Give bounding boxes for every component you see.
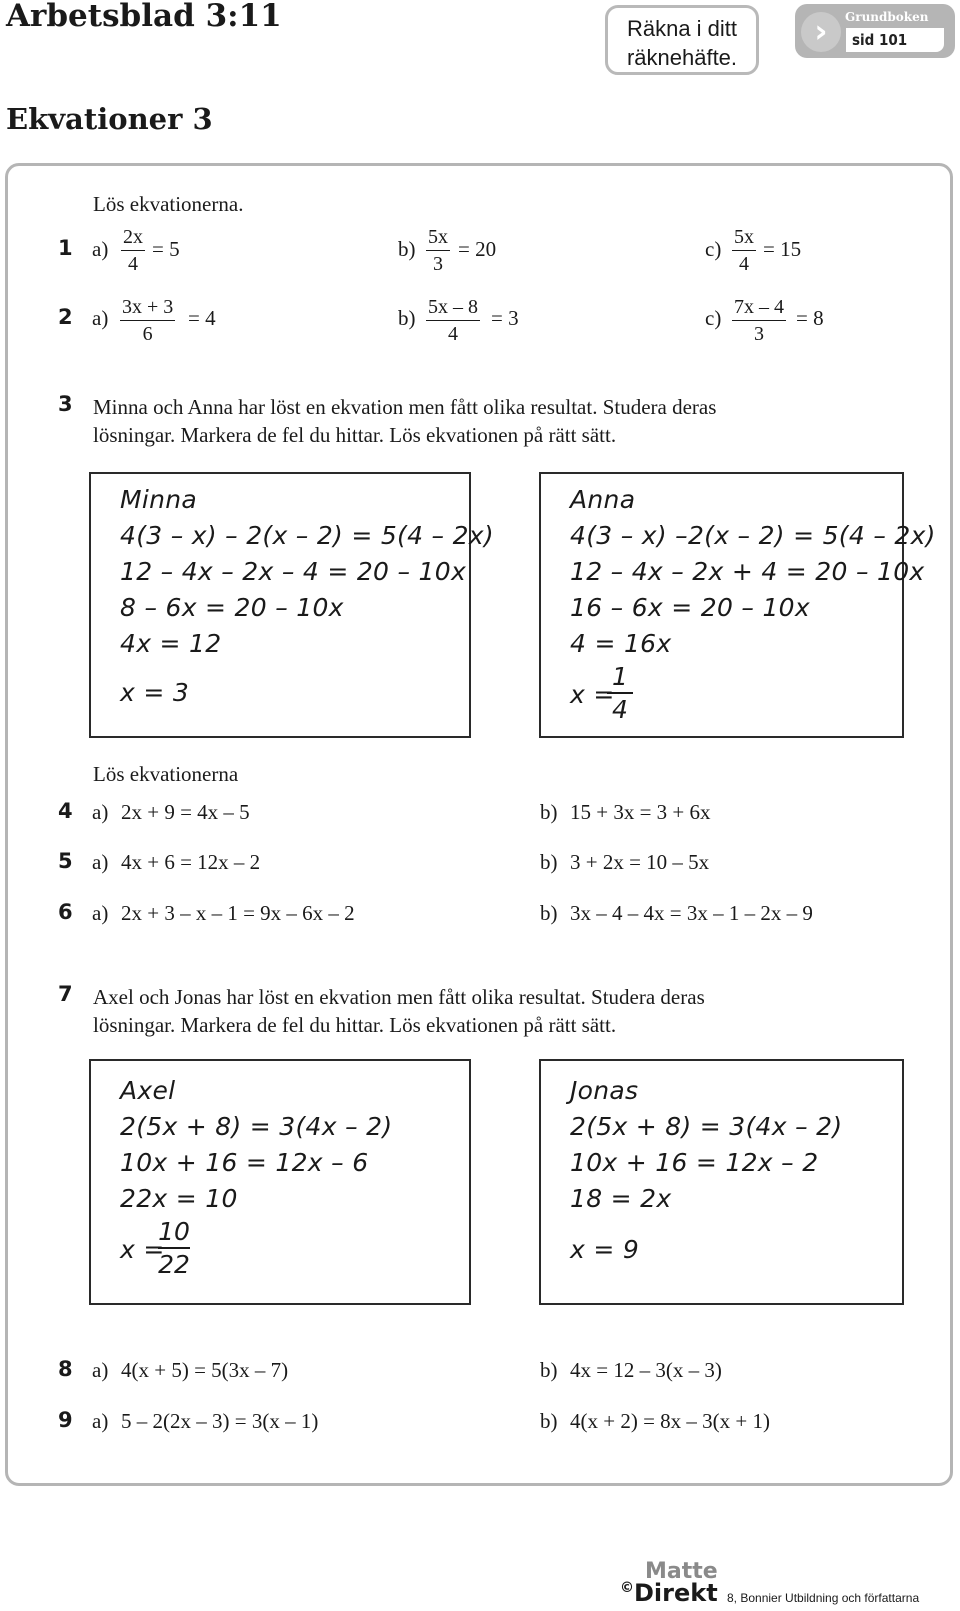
item-label: c) (705, 306, 722, 330)
solution-line: 12 – 4x – 2x – 4 = 20 – 10x (120, 557, 467, 586)
solution-line: 4x = 12 (120, 629, 222, 658)
equation-rhs: = 20 (458, 237, 497, 261)
numerator: 2x (123, 226, 143, 248)
chevron-right-icon: › (801, 12, 841, 52)
item-label: b) (540, 800, 558, 824)
item-label: b) (540, 850, 558, 874)
equation: 4(x + 2) = 8x – 3(x + 1) (570, 1409, 771, 1433)
calc-note-line2: räknehäfte. (626, 45, 738, 70)
solution-line: 12 – 4x – 2x + 4 = 20 – 10x (570, 557, 925, 586)
solver-name: Axel (120, 1076, 176, 1105)
numerator: 10 (158, 1217, 190, 1246)
question-number: 6 (58, 900, 73, 924)
calc-note-box (605, 5, 759, 75)
question-number: 1 (58, 236, 73, 260)
solution-line: x = 9 (570, 1235, 640, 1264)
calc-note-line1: Räkna i ditt (626, 16, 738, 41)
solution-line: 22x = 10 (120, 1184, 238, 1213)
question-number: 4 (58, 799, 73, 823)
numerator: 1 (612, 662, 628, 691)
fraction (607, 662, 633, 726)
equation: 2x + 3 – x – 1 = 9x – 6x – 2 (121, 901, 355, 925)
solver-name: Anna (570, 485, 636, 514)
item-label: a) (92, 237, 109, 261)
question-number: 3 (58, 392, 73, 416)
numerator: 5x (734, 226, 754, 248)
denominator: 4 (426, 320, 480, 347)
solution-line: 18 = 2x (570, 1184, 672, 1213)
question-number: 5 (58, 849, 73, 873)
instruction-text: Lös ekvationerna (93, 762, 239, 786)
denominator: 22 (158, 1247, 190, 1281)
question-number: 7 (58, 982, 73, 1006)
equation: 5 – 2(2x – 3) = 3(x – 1) (121, 1409, 319, 1433)
item-label: b) (540, 901, 558, 925)
worksheet-subtitle: Ekvationer 3 (6, 102, 213, 136)
numerator: 3x + 3 (122, 296, 174, 318)
solution-line: 4(3 – x) – 2(x – 2) = 5(4 – 2x) (120, 521, 494, 550)
solution-line: x = (120, 1235, 165, 1264)
denominator: 4 (607, 692, 633, 726)
equation: 3 + 2x = 10 – 5x (570, 850, 710, 874)
fraction (426, 294, 480, 347)
denominator: 4 (732, 250, 756, 277)
fraction (121, 224, 145, 277)
item-label: a) (92, 800, 109, 824)
reference-page: sid 101 (846, 28, 944, 52)
question-text: Minna och Anna har löst en ekvation men fått olika resultat. Studera deras (93, 395, 717, 419)
solution-line: x = 3 (120, 678, 190, 707)
item-label: b) (398, 237, 416, 261)
equation: 4x + 6 = 12x – 2 (121, 850, 261, 874)
numerator: 5x – 8 (428, 296, 478, 318)
item-label: a) (92, 850, 109, 874)
item-label: b) (540, 1358, 558, 1382)
fraction (732, 224, 756, 277)
footer-text: 8, Bonnier Utbildning och författarna (727, 1591, 920, 1605)
question-text: Axel och Jonas har löst en ekvation men fått olika resultat. Studera deras (93, 985, 705, 1009)
solution-line: x = (570, 680, 615, 709)
item-label: c) (705, 237, 722, 261)
item-label: b) (540, 1409, 558, 1433)
logo-direkt: Direkt (634, 1579, 718, 1607)
equation-rhs: = 5 (152, 237, 180, 261)
equation-rhs: = 4 (188, 306, 216, 330)
solution-line: 4 = 16x (570, 629, 672, 658)
textbook-reference-tab (795, 4, 955, 58)
instruction-text: Lös ekvationerna. (93, 192, 244, 216)
denominator: 3 (426, 250, 450, 277)
question-number: 8 (58, 1357, 73, 1381)
equation: 15 + 3x = 3 + 6x (570, 800, 711, 824)
copyright-symbol: © (620, 1580, 634, 1596)
solution-line: 10x + 16 = 12x – 6 (120, 1148, 369, 1177)
numerator: 7x – 4 (734, 296, 784, 318)
solver-name: Minna (120, 485, 198, 514)
question-number: 2 (58, 305, 73, 329)
equation: 4(x + 5) = 5(3x – 7) (121, 1358, 289, 1382)
fraction (426, 224, 450, 277)
fraction (120, 294, 175, 347)
fraction (158, 1217, 190, 1281)
denominator: 4 (121, 250, 145, 277)
denominator: 6 (120, 320, 175, 347)
item-label: a) (92, 306, 109, 330)
item-label: a) (92, 1358, 109, 1382)
equation: 3x – 4 – 4x = 3x – 1 – 2x – 9 (570, 901, 813, 925)
solution-line: 2(5x + 8) = 3(4x – 2) (120, 1112, 393, 1141)
numerator: 5x (428, 226, 448, 248)
equation: 2x + 9 = 4x – 5 (121, 800, 250, 824)
item-label: b) (398, 306, 416, 330)
worksheet-title: Arbetsblad 3:11 (6, 0, 282, 34)
solution-line: 4(3 – x) –2(x – 2) = 5(4 – 2x) (570, 521, 936, 550)
equation-rhs: = 15 (763, 237, 802, 261)
item-label: a) (92, 901, 109, 925)
solver-name: Jonas (570, 1076, 639, 1105)
equation-rhs: = 8 (796, 306, 824, 330)
question-number: 9 (58, 1408, 73, 1432)
reference-book: Grundboken (845, 10, 929, 24)
solution-line: 2(5x + 8) = 3(4x – 2) (570, 1112, 843, 1141)
item-label: a) (92, 1409, 109, 1433)
equation-rhs: = 3 (491, 306, 519, 330)
solution-line: 8 – 6x = 20 – 10x (120, 593, 344, 622)
denominator: 3 (732, 320, 786, 347)
solution-line: 16 – 6x = 20 – 10x (570, 593, 810, 622)
equation: 4x = 12 – 3(x – 3) (570, 1358, 722, 1382)
solution-line: 10x + 16 = 12x – 2 (570, 1148, 819, 1177)
question-text: lösningar. Markera de fel du hittar. Lös ekvationen på rätt sätt. (93, 423, 617, 447)
logo-matte: Matte (645, 1559, 718, 1584)
fraction (732, 294, 786, 347)
question-text: lösningar. Markera de fel du hittar. Lös ekvationen på rätt sätt. (93, 1013, 617, 1037)
